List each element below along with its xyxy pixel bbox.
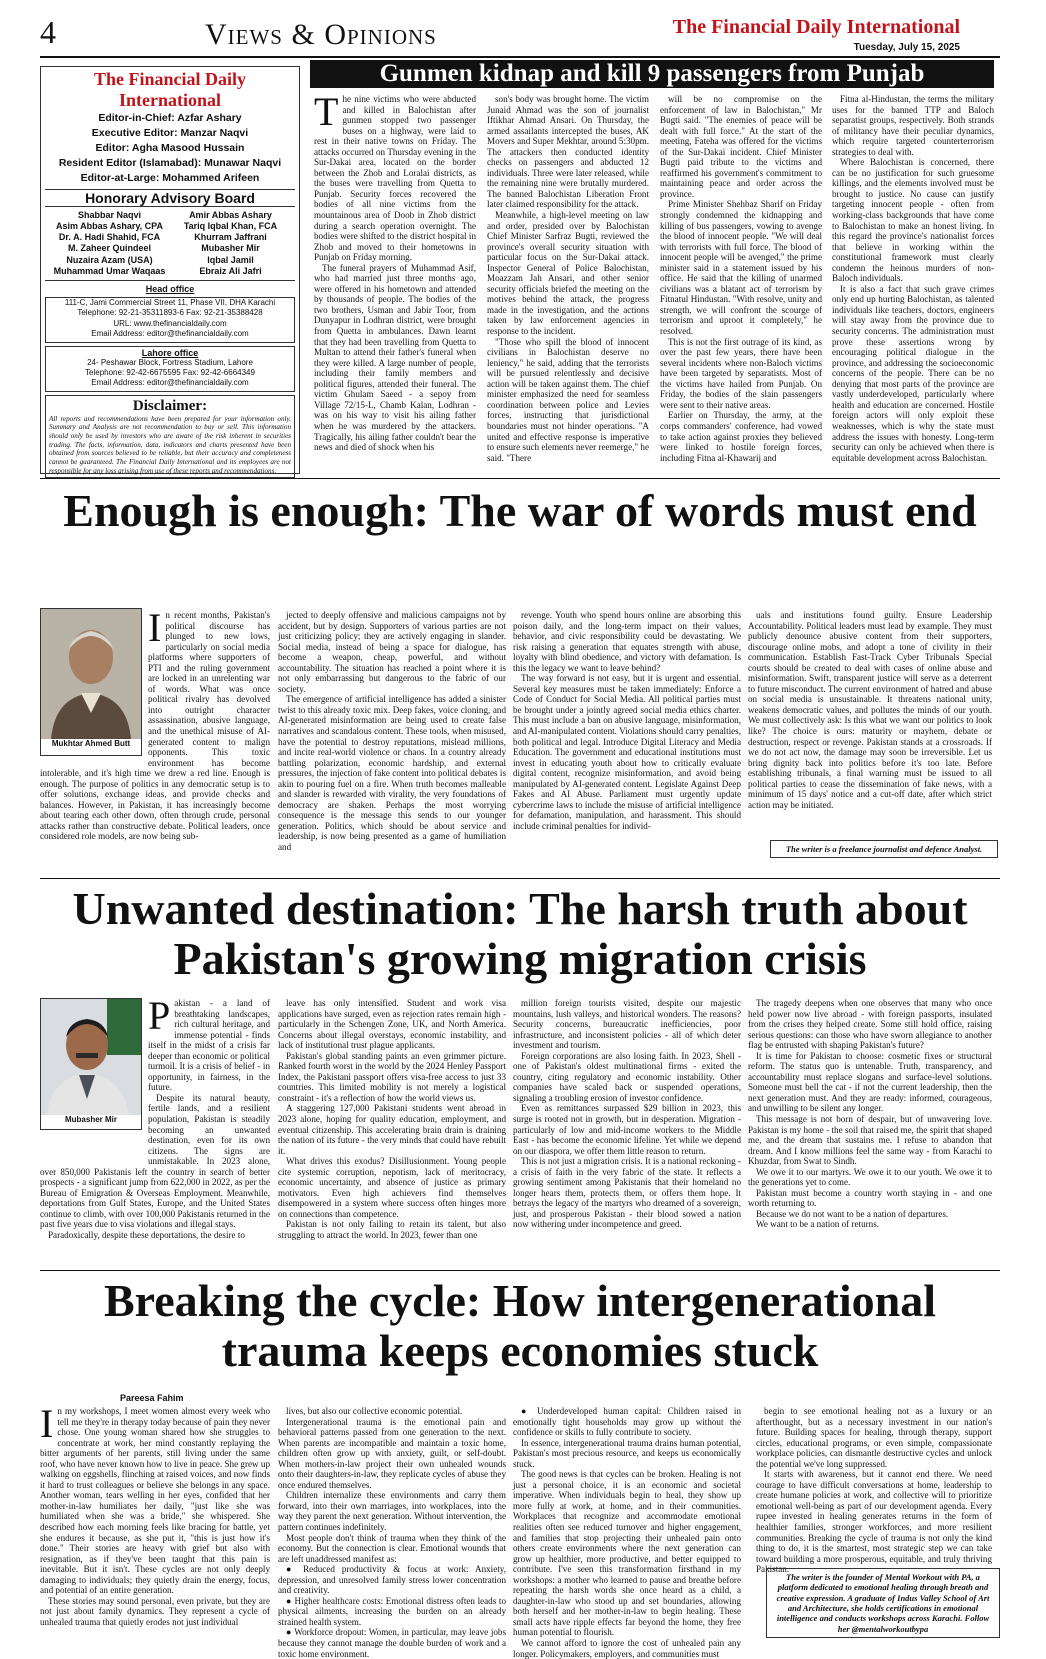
section-divider [40, 478, 1000, 479]
photo-spacer [40, 610, 148, 764]
editor-line: Editor: Agha Masood Hussain [95, 141, 245, 154]
paragraph-text: We owe it to our martyrs. We owe it to our youth. We owe it to the generations yet to come. [748, 1166, 992, 1188]
paragraph [756, 1469, 992, 1574]
paragraph [513, 1051, 741, 1104]
advisor: Khurram Jaffrani [194, 232, 267, 243]
advisor: Iqbal Jamil [207, 254, 254, 265]
paragraph [748, 1188, 992, 1209]
paragraph-text: This is not just a migration crisis. It is a national reckoning - a crisis of faith in the very fabric of the state. It reflects a growing sentiment among Pakistanis that their homeland no longer hears them, protects them, or offers them hope. It betrays the legacy of the martyrs who dreamed of a sovereign, just, and prosperous Pakistan - their blood sowed a nation now withering under incompetence and greed. [513, 1156, 741, 1230]
editor-line: Editor-at-Large: Mohammed Arifeen [80, 171, 260, 184]
article-column [278, 610, 506, 872]
article-column [832, 94, 994, 472]
imprint-title: The Financial Daily International [93, 69, 246, 110]
paragraph [660, 199, 822, 336]
disclaimer-text: All reports and recommendations have been prepared for your information only. Summary and Analysis are not recommendation to buy or sell. This information should only be used by investors who are aware of the risk inherent in securities trading. The facts, information, data, indicators and charts presented have been obtained from sources believed to be reliable, but their accuracy and completeness cannot be guaranteed. The Financial Daily International and its employees are not responsible for any loss arising from use of these reports and recommendations. [49, 414, 291, 475]
writer-note: The writer is a freelance journalist and defence Analyst. [770, 840, 998, 858]
advisor: Amir Abbas Ashary [189, 209, 272, 220]
paragraph-text: n my workshops, I meet women almost every week who tell me they're in therapy today because of pain they never chose. One young woman shared how she struggles to concentrate at work, her mind constantly replaying the bitter arguments of her parents, still living under the same roof, who have never known how to live in peace. She grew up walking on eggshells, flinching at raised voices, and now finds it hard to trust colleagues or believe she belongs in any space. Another woman, tears welling in her eyes, confided that her mother-in-law humiliates her daily, "just like she was humiliated when she was a bride," she whispered. She described how each morning feels like bracing for battle, yet she endures it because, as she put it, "this is just how it's done." Their stories are heavy with grief but also with resignation, as if they've been taught that this pain is inevitable. But it isn't. These cycles are not only deeply damaging to individuals; they quietly drain the energy, focus, and potential of an entire generation. [40, 1406, 270, 1596]
paragraph [278, 1156, 506, 1219]
paragraph-text: Foreign corporations are also losing faith. In 2023, Shell - one of Pakistan's oldest multinational firms - exited the country, citing regulatory and economic instability. Other companies have scaled back or suspended operations, signaling a troubling erosion of investor confidence. [513, 1050, 741, 1103]
article-column [660, 94, 822, 472]
address-line: Email Address: editor@thefinancialdaily.com [91, 329, 249, 339]
paragraph-text: jected to deeply offensive and malicious campaigns not by accident, but by design. Supporters of various parties are not just criticizing policy; they are actively engaging in slander. Social media, instead of being a space for dialogue, has become a weapon, cheap, powerful, and without accountability. The situation has reached a point where it is not only embarrassing but dangerous to the fabric of our society. [278, 610, 506, 694]
paragraph [278, 1533, 506, 1565]
advisory-board-title: Honorary Advisory Board [45, 189, 295, 207]
paragraph-text: Earlier on Thursday, the army, at the corps commanders' conference, had vowed to take action against proxies they believed were linked to hostile foreign forces, including Fitna al-Khawarij and [660, 410, 822, 463]
paragraph-text: The way forward is not easy, but it is urgent and essential. Several key measures must be taken immediately: Enforce a Code of Conduct for Social Media. All political parties must be brought under a jointly agreed social media ethics charter. This must include a ban on abusive language, misinformation, and AI-manipulated content. Violations should carry penalties, both political and legal. Introduce Digital Literacy and Media Education. The government and educational institutions must invest in educating youth about how to critically evaluate digital content, recognize misinformation, and avoid being manipulated by AI-generated content. Legislate Against Deep Fakes and AI Abuse. Parliament must urgently update cybercrime laws to include the misuse of artificial intelligence for defamation, manipulation, and harassment. This should include criminal penalties for individ- [513, 673, 741, 831]
paragraph [314, 89, 476, 263]
paragraph [513, 1638, 741, 1659]
paragraph-text: It is also a fact that such grave crimes only end up hurting Balochistan, as talented individuals like teachers, doctors, engineers will stay away from the province due to security concerns. The administration must prove these assertions wrong by encouraging political dialogue in the province, and addressing the socioeconomic concerns of the people. There can be no denying that most parts of the province are vastly underdeveloped, particularly where health and education are concerned. Hostile foreign actors will only exploit these weaknesses, which is why the state must address the issues with honesty. Long-term security can only be achieved when there is equitable development across Balochistan. [832, 283, 994, 463]
paragraph [513, 1103, 741, 1156]
paragraph-text: begin to see emotional healing not as a luxury or an afterthought, but as a necessary investment in our nation's future. Building spaces for healing, through therapy, support circles, educational programs, or even simple, compassionate workplace policies, can dismantle destructive cycles and unlock the potential we've long suppressed. [756, 1406, 992, 1469]
editor-line: Editor-in-Chief: Azfar Ashary [98, 112, 242, 124]
paragraph [278, 1490, 506, 1532]
paragraph-text: n recent months, Pakistan's political discourse has plunged to new lows, particularly on social media platforms where supporters of PTI and the ruling government are locked in an unrelenting war of words. What was once political rivalry has devolved into outright character assassination, abusive language, and the unethical misuse of AI-generated content to malign opponents. This toxic environment has become intolerable, and it's high time we drew a red line. Enough is enough. The purpose of politics in any democratic setup is to offer solutions, exchange ideas, and provide checks and balances. However, in Pakistan, it has increasingly become about tearing each other down, often through crude, personal attacks rather than constructive debate. Political leaders, once considered role models, are now being sub- [40, 610, 270, 842]
paragraph-text: "Those who spill the blood of innocent civilians in Balochistan deserve no leniency," he said, adding that the terrorists will be pursued relentlessly and decisive action will be taken against them. The chief minister emphasized the need for seamless coordination between police and Levies forces, instructing that jurisdictional boundaries must not hinder operations. "A united and effective response is imperative to ensure such elements never reemerge," he said. "There [487, 336, 649, 463]
paragraph-text: The tragedy deepens when one observes that many who once held power now live abroad - with foreign passports, insulated from the crises they helped create. Some still hold office, raising serious questions: can those who have sworn allegiance to another flag be entrusted with shaping Pakistan's future? [748, 998, 992, 1051]
paragraph [660, 337, 822, 411]
paragraph [487, 337, 649, 464]
paragraph [513, 673, 741, 831]
address-line: Telephone: 92-21-35311893-6 Fax: 92-21-35388428 [77, 308, 263, 318]
paragraph [832, 284, 994, 463]
article-column [278, 1406, 506, 1659]
paragraph-text: Where Balochistan is concerned, there can be no justification for such gruesome killings, and the elements involved must be brought to justice. No cause can justify targeting innocent people - often from working-class backgrounds that have come to Balochistan to make an honest living. In this regard the province's nationalist forces that believe in working within the constitutional framework must clearly condemn the heinous murders of non-Baloch individuals. [832, 157, 994, 284]
paragraph [513, 1406, 741, 1438]
section-divider [40, 1270, 1000, 1271]
paragraph [748, 1114, 992, 1167]
paragraph-text: Fitna al-Hindustan, the terms the military uses for the banned TTP and Baloch separatist groups, respectively. Both strands of militancy have their peculiar dynamics, which require targeted counterterrorism strategies to deal with. [832, 94, 994, 157]
writer-note: The writer is the founder of Mental Workout with PA, a platform dedicated to emotional healing through breath and creative expression. A graduate of Indus Valley School of Art and Architecture, she holds certifications in emotional intelligence and conducts workshops across Karachi. Follow her @mentalworkoutbypa [766, 1568, 1000, 1638]
paragraph-text: Pakistan is not only failing to retain its talent, but also struggling to attract the world. In 2023, fewer than one [278, 1219, 506, 1241]
paragraph-text: lives, but also our collective economic potential. [286, 1406, 463, 1416]
issue-date: Tuesday, July 15, 2025 [853, 42, 960, 53]
paragraph-text: A staggering 127,000 Pakistani students went abroad in 2023 alone, hoping for quality education, employment, and eventual citizenship. This accelerating brain drain is draining the nation of its future - the very minds that could have rebuilt it. [278, 1103, 506, 1156]
paragraph [748, 1167, 992, 1188]
paragraph-text: Most people don't think of trauma when they think of the economy. But the connection is clear. Emotional wounds that are left unaddressed manifest as: [278, 1532, 506, 1564]
head-office-title: Head office [145, 284, 195, 295]
paragraph [660, 94, 822, 199]
paragraph-text: ● Reduced productivity & focus at work: Anxiety, depression, and unresolved family stress lower concentration and creativity. [278, 1564, 506, 1596]
paragraph-text: Because we do not want to be a nation of departures. [756, 1208, 949, 1219]
paragraph-text: This message is not born of despair, but of unwavering love. Pakistan is my home - the soil that raised me, the spirit that shaped me, and the dream that sustains me. I refuse to abandon that dream. And I know millions feel the same way - from Karachi to Khuzdar, from Swat to Sindh. [748, 1114, 992, 1167]
section-divider [40, 878, 1000, 879]
paragraph [40, 1596, 270, 1628]
lahore-office-title: Lahore office [141, 347, 199, 358]
advisor: Ebraiz Ali Jafri [199, 265, 262, 276]
paragraph-text: Despite its natural beauty, fertile lands, and a resilient population, Pakistan is steadily becoming an unwanted destination, even for its own citizens. The signs are unmistakable. In 2023 alone, over 850,000 Pakistanis left the country in search of better prospects - a significant jump from 622,000 in 2022, as per the Bureau of Emigration & Overseas Employment. Meanwhile, deportations from Gulf States, Europe, and the United States continue to climb, with over 100,000 Pakistanis returned in the past five years due to visa violations and illegal stays. [40, 1092, 270, 1230]
paragraph-text: he nine victims who were abducted and killed in Balochistan after gunmen stopped two passenger buses on a highway, were laid to rest in their native towns on Friday. The attacks occurred on Thursday evening in the Sur-Dakai area, located on the border between the Zhob and Loralai districts, as the buses were travelling from Quetta to Punjab. Security forces recovered the bodies of all nine victims from the mountainous area of Doob in Zhob district during a search operation overnight. The bodies were shifted to the district hospital in Zhob and moved to their hometowns in Punjab on Friday morning. [314, 94, 476, 263]
paragraph [278, 1564, 506, 1596]
paragraph [748, 1051, 992, 1114]
address-line: Telephone: 92-42-6675595 Fax: 92-42-6664349 [85, 367, 255, 377]
paragraph [513, 1156, 741, 1230]
paragraph-text: These stories may sound personal, even private, but they are not just about family dynamics. They represent a cycle of unhealed trauma that quietly erodes not just individual [40, 1595, 270, 1627]
paragraph-text: ● Workforce dropout: Women, in particular, may leave jobs because they cannot manage the double burden of work and a toxic home environment. [278, 1627, 506, 1659]
photo-spacer [40, 998, 148, 1166]
advisory-board [45, 207, 295, 282]
article-column [278, 998, 506, 1266]
paragraph-text: Children internalize these environments and carry them forward, into their own marriages, into workplaces, into the way they parent the next generation. Without intervention, the pattern continues indefinitely. [278, 1490, 506, 1533]
paragraph [278, 1596, 506, 1628]
paragraph-text: Prime Minister Shehbaz Sharif on Friday strongly condemned the kidnapping and killing of bus passengers, vowing to avenge the blood of innocent people. "We will deal with terrorists with full force. The blood of innocent people will be avenged," the prime minister said in a statement issued by his office. He said that the killing of unarmed civilians was a blatant act of terrorism by Fitnatul Hindustan. "With resolve, unity and strength, we will confront the scourge of terrorism and uproot it completely," he resolved. [660, 199, 822, 337]
advisor: Asim Abbas Ashary, CPA [55, 220, 164, 231]
paragraph [487, 94, 649, 210]
paragraph [513, 998, 741, 1051]
article-column [513, 610, 741, 872]
advisor: Dr. A. Hadi Shahid, FCA [58, 232, 161, 243]
article2-headline: Enough is enough: The war of words must end [63, 485, 977, 536]
paragraph [278, 694, 506, 852]
lahore-office-box [45, 346, 295, 392]
advisor: Muhammad Umar Waqaas [53, 265, 166, 276]
paragraph-text: This is not the first outrage of its kind, as over the past few years, there have been several incidents where non-Baloch victims have been targeted by separatists. Most of the victims have hailed from Punjab. On Friday, the bodies of the slain passengers were sent to their native areas. [660, 336, 822, 410]
paragraph [513, 1469, 741, 1638]
paragraph-text: What drives this exodus? Disillusionment. Young people cite systemic corruption, nepotism, lack of meritocracy, economic uncertainty, and absence of justice as primary motivators. Even high achievers find themselves disempowered in a system where success often hinges more on connections than competence. [278, 1156, 506, 1219]
paragraph-text: Meanwhile, a high-level meeting on law and order, presided over by Balochistan Chief Minister Sarfraz Bugti, reviewed the province's overall security situation with particular focus on the Sur-Dakai attack. Inspector General of Police Balochistan, Moazzam Jah Ansari, and other senior security officials briefed the meeting on the motives behind the attack, the progress made in the investigation, and the actions taken by law enforcement agencies in response to the incident. [487, 210, 649, 337]
address-line: 24- Peshawar Block, Fortress Stadium, Lahore [87, 357, 253, 367]
paragraph-text: Paradoxically, despite these deportations, the desire to [48, 1230, 245, 1241]
editor-list [41, 111, 299, 186]
paragraph-text: The emergence of artificial intelligence has added a sinister twist to this already toxic mix. Deep fakes, voice cloning, and AI-generated misinformation are being used to create false narratives and scandalous content. These tools, when misused, have the potential to destroy reputations, mislead millions, and incite real-world violence or chaos. In a country already battling polarization, economic hardship, and external pressures, the injection of fake content into political debates is akin to pouring fuel on a fire. When truth becomes malleable and slander is rewarded with virality, the very foundations of democracy are shaken. Perhaps the most worrying consequence is the message this sends to our younger generation. Politics, which should be about service and leadership, is now being presented as a game of humiliation and [278, 694, 506, 853]
paragraph-text: akistan - a land of breathtaking landscapes, rich cultural heritage, and immense potential - finds itself in the midst of a crisis far deeper than economic or political turmoil. It is a crisis of belief - in opportunity, in fairness, in the future. [148, 998, 270, 1093]
paragraph-text: We cannot afford to ignore the cost of unhealed pain any longer. Policymakers, employers, and communities must [513, 1638, 741, 1659]
paragraph [278, 1051, 506, 1104]
paragraph [278, 1219, 506, 1240]
paragraph [832, 94, 994, 157]
paragraph-text: revenge. Youth who spend hours online are absorbing this poison daily, and the long-term impact on their values, behavior, and civic responsibility could be devastating. We risk raising a generation that equates strength with abuse, loyalty with blind obedience, and victory with defamation. Is this the legacy we want to leave behind? [513, 610, 741, 673]
author-name: Mubasher Mir [64, 1115, 117, 1124]
paragraph [513, 610, 741, 673]
header-rule [40, 56, 1000, 58]
author-byline: Pareesa Fahim [120, 1393, 184, 1403]
disclaimer-title: Disclaimer: [132, 397, 208, 414]
article-column [756, 1406, 992, 1575]
paragraph [748, 1209, 992, 1220]
head-office-box [45, 297, 295, 343]
paragraph-text: son's body was brought home. The victim Junaid Ahmad was the son of journalist Iftikhar Ahmad Ansari. On Thursday, the armed assailants intercepted the buses, AK Movers and Super Mekhtar, around 5:30pm. The attackers then conducted identity checks on passengers and abducted 12 individuals. Three were later released, while the remaining nine were brutally murdered. The banned Balochistan Liberation Front later claimed responsibility for the attack. [487, 94, 649, 210]
paragraph-text: The good news is that cycles can be broken. Healing is not just a personal choice, it is an economic and societal imperative. When individuals begin to heal, they show up more fully at work, at home, and in their communities. Workplaces that recognize and accommodate emotional realities often see reduced turnover and higher engagement, and families that stop projecting their unhealed pain onto others create environments where the next generation can grow up healthier, more productive, and better equipped to contribute. I've seen this transformation firsthand in my workshops: a mother who learned to pause and breathe before repeating the harsh words she once heard as a child, a daughter-in-law who stood up and set boundaries, allowing both herself and her mother-in-law to begin healing. These small acts have ripple effects far beyond the home, they free human potential to flourish. [513, 1469, 741, 1638]
article-column [40, 993, 270, 1266]
paragraph-text: leave has only intensified. Student and work visa applications have surged, even as rejection rates remain high - particularly in the Schengen Zone, UK, and North America. Concerns about illegal overstays, economic instability, and lack of institutional trust plague applicants. [278, 998, 506, 1051]
paragraph [278, 1406, 506, 1417]
advisor: M. Zaheer Quindeel [67, 243, 152, 254]
article-column [487, 94, 649, 472]
article-column [513, 1406, 741, 1659]
paragraph-text: We want to be a nation of returns. [756, 1219, 880, 1230]
paragraph [278, 998, 506, 1051]
paragraph-text: The funeral prayers of Muhammad Asif, who had married just three months ago, were offered in his hometown and attended by thousands of people. The bodies of the two brothers, Usman and Jabir Toor, from Dunyapur in Lodhran district, were brought from Quetta in ambulances. Dawn learnt that they had been travelling from Quetta to Multan to attend their father's funeral when they were killed. A large number of people, including their family members and political figures, attended their funeral. The victim Ghulam Saeed - a sepoy from Village 72/15-L, Chamb Kalan, Lodhran - was on his way to visit his ailing father when he was murdered by the attackers. Tragically, his ailing father couldn't bear the news and died of shock when his [314, 262, 476, 453]
paragraph [832, 157, 994, 284]
article-column [314, 89, 476, 472]
paragraph-text: Pakistan's global standing paints an even grimmer picture. Ranked fourth worst in the world by the 2024 Henley Passport Index, the Pakistani passport offers visa-free access to just 33 countries. This limited mobility is not merely a logistical constraint - it's a reflection of how the world views us. [278, 1050, 506, 1103]
address-line: URL: www.thefinancialdaily.com [113, 318, 227, 328]
paragraph [487, 210, 649, 337]
paragraph [278, 1103, 506, 1156]
advisor: Tariq Iqbal Khan, FCA [183, 220, 278, 231]
paragraph [748, 1219, 992, 1230]
author-name: Mukhtar Ahmed Butt [51, 739, 131, 748]
editor-line: Executive Editor: Manzar Naqvi [91, 126, 249, 139]
paragraph [278, 1417, 506, 1491]
paragraph-text: ● Underdeveloped human capital: Children raised in emotionally tight households may grow up without the confidence or skills to fully contribute to society. [513, 1406, 741, 1438]
advisor: Mubasher Mir [201, 243, 260, 254]
paragraph [40, 1401, 270, 1596]
paragraph-text: It is time for Pakistan to choose: cosmetic fixes or structural reform. The status quo is untenable. Truth, transparency, and accountability must replace slogans and surface-level solutions. Someone must bell the cat - if not the current leadership, then the next generation must. And they are ready: informed, courageous, and unwilling to be silent any longer. [748, 1050, 992, 1114]
paragraph-text: Even as remittances surpassed $29 billion in 2023, this surge is rooted not in growth, but in desperation. Migration - particularly of low and mid-income workers to the Middle East - has become the economic lifeline. Yet while we depend on our diaspora, we offer them little reason to return. [513, 1103, 741, 1156]
drop-cap: P [148, 993, 171, 1038]
address-line: Email Address: editor@thefinancialdaily.com [91, 378, 249, 388]
paragraph [660, 410, 822, 463]
article3-headline: Unwanted destination: The harsh truth about Pakistan's growing migration crisis [72, 883, 968, 984]
paragraph [748, 998, 992, 1051]
advisor: Nuzaira Azam (USA) [66, 254, 153, 265]
paragraph-text: will be no compromise on the enforcement of law in Balochistan," Mr Bugti said. "The enemies of peace will be dealt with full force." At the start of the meeting, Fateha was offered for the victims of the Sur-Dakai incident. Chief Minister Bugti paid tribute to the victims and reaffirmed his government's commitment to maintaining peace and order across the province. [660, 94, 822, 199]
editor-line: Resident Editor (Islamabad): Munawar Naqvi [58, 156, 282, 169]
imprint-box [40, 66, 300, 474]
paragraph [756, 1406, 992, 1469]
article-column [40, 605, 270, 872]
address-line: 111-C, Jami Commercial Street 11, Phase VII, DHA Karachi [64, 298, 276, 308]
article-column [40, 1401, 270, 1646]
article-column [513, 998, 741, 1266]
paragraph-text: ● Higher healthcare costs: Emotional distress often leads to physical ailments, increasing the burden on an already strained health system. [278, 1595, 506, 1627]
paragraph-text: Intergenerational trauma is the emotional pain and behavioral patterns passed from one generation to the next. When parents are incompatible and maintain a toxic home, children often grow up with anxiety, guilt, or self-doubt. When mothers-in-law project their own unhealed wounds onto their daughters-in-law, they replicate cycles of abuse they once endured themselves. [278, 1416, 506, 1490]
paragraph-text: Pakistan must become a country worth staying in - and one worth returning to. [748, 1187, 992, 1209]
paragraph-text: million foreign tourists visited, despite our majestic mountains, lush valleys, and historical wonders. The reasons? Security concerns, bureaucratic inefficiencies, poor infrastructure, and inconsistent policies - all of which deter investment and tourism. [513, 998, 741, 1051]
article1-headline: Gunmen kidnap and kill 9 passengers from Punjab [310, 60, 994, 88]
paragraph [278, 610, 506, 694]
disclaimer-box [45, 395, 295, 478]
paragraph [748, 610, 992, 810]
paragraph-text: In essence, intergenerational trauma drains human potential, Pakistan's most precious resource, and keeps us economically stuck. [513, 1437, 741, 1469]
advisory-left [49, 210, 170, 278]
paragraph [40, 1230, 270, 1241]
paragraph [278, 1627, 506, 1659]
drop-cap: I [40, 1401, 54, 1446]
paragraph-text: uals and institutions found guilty. Ensure Leadership Accountability. Political leaders must lead by example. They must publicly denounce abusive content from their supporters, discourage online mobs, and adopt a tone of civility in their communication. Establish Fast-Track Cyber Tribunals Special courts should be created to deal with cases of online abuse and misinformation. Swift, transparent justice will serve as a deterrent to future misconduct. The current environment of hatred and abuse on social media is unsustainable. It threatens national unity, weakens democratic values, and pollutes the minds of our youth. We must collectively ask: Is this what we want our politics to look like? The choice is ours: maturity or mayhem, debate or destruction, respect or revenge. Pakistan stands at a crossroads. If we do not act now, the damage may soon be irreversible. Let us bring dignity back into politics before it's too late. Before establishing tribunals, a final warning must be issued to all political parties to cease the dissemination of fake news, with a minimum of 15 days' notice and a cut-off date, after which strict action may be initiated. [748, 610, 992, 810]
drop-cap: T [314, 89, 339, 134]
drop-cap: I [148, 605, 162, 650]
article4-headline: Breaking the cycle: How intergenerational trauma keeps economies stuck [103, 1275, 937, 1376]
article-column [748, 610, 992, 832]
article-column [748, 998, 992, 1266]
advisory-right [170, 210, 291, 278]
section-title: Views & Opinions [205, 18, 437, 51]
paragraph [314, 263, 476, 453]
paragraph [513, 1438, 741, 1470]
masthead: The Financial Daily International [672, 16, 960, 38]
advisor: Shabbar Naqvi [77, 209, 142, 220]
paragraph-text: It starts with awareness, but it cannot end there. We need courage to have difficult conversations at home, leadership to create humane policies at work, and collective will to prioritize emotional well-being as part of our development agenda. Every rupee invested in healing generates returns in the form of healthier families, stronger workforces, and more resilient communities. Breaking the cycle of trauma is not only the kind thing to do, it is the smartest, most strategic step we can take toward building a more prosperous, equitable, and truly thriving Pakistan. [756, 1469, 992, 1575]
page-number: 4 [40, 14, 56, 50]
